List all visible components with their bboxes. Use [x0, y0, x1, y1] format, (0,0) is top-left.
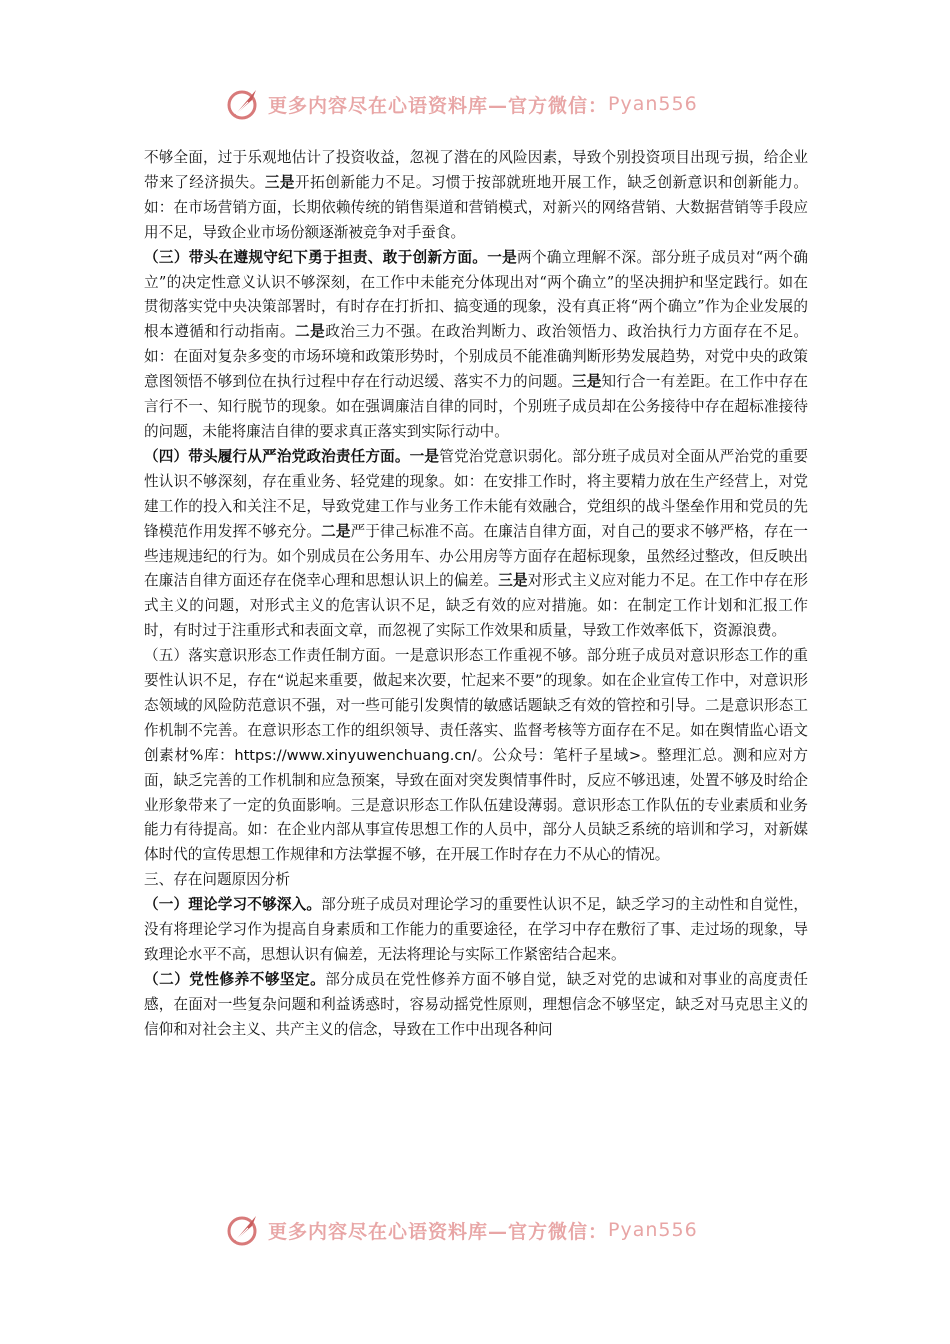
bold-text: （二）党性修养不够坚定。: [144, 970, 326, 988]
quill-logo-icon: [226, 86, 262, 122]
paragraph: [144, 868, 808, 893]
bold-text: （一）理论学习不够深入。: [144, 896, 322, 914]
watermark-wechat-id: Pyan556: [608, 93, 698, 115]
quill-logo-icon: [226, 1212, 262, 1248]
paragraph: [144, 445, 808, 644]
paragraph: [144, 246, 808, 445]
bold-text: 二是: [295, 323, 326, 341]
text-run: 不够全面，过于乐观地估计了投资收益，忽视了潜在的风险因素，导致个别投资项目出现亏损，给企业带来了经济损失。: [144, 149, 808, 191]
bold-text: （四）带头履行从严治党政治责任方面。: [144, 447, 410, 465]
paragraph: [144, 968, 808, 1043]
text-run: 开拓创新能力不足。习惯于按部就班地开展工作，缺乏创新意识和创新能力。如：在市场营销方面，长期依赖传统的销售渠道和营销模式，对新兴的网络营销、大数据营销等手段应用不足，导致企业市场份额逐渐被竞争对手蚕食。: [144, 173, 808, 241]
watermark-banner-top: [226, 84, 726, 124]
paragraph: [144, 893, 808, 968]
text-run: 管党治党意识弱化。部分班子成员对全面从严治党的重要性认识不够深刻，存在重业务、轻党建的现象。如：在安排工作时，将主要精力放在生产经营上，对党建工作的投入和关注不足，导致党建工作与业务工作未能有效融合，党组织的战斗堡垒作用和党员的先锋模范作用发挥不够充分。: [144, 447, 808, 540]
bold-text: 三是: [498, 572, 528, 590]
text-run: 知行合一有差距。在工作中存在言行不一、知行脱节的现象。如在强调廉洁自律的同时，个别班子成员却在公务接待中存在超标准接待的问题，未能将廉洁自律的要求真正落实到实际行动中。: [144, 373, 808, 440]
bold-text: 一是: [409, 447, 440, 465]
watermark-wechat-id: Pyan556: [608, 1219, 698, 1241]
paragraph: [144, 644, 808, 868]
bold-text: 二是: [321, 522, 351, 540]
bold-text: 三是: [572, 373, 602, 391]
watermark-text: 更多内容尽在心语资料库—官方微信：: [268, 1220, 609, 1243]
text-run: 两个确立理解不深。部分班子成员对“两个确立”的决定性意义认识不够深刻，在工作中未能充分体现出对“两个确立”的坚决拥护和坚定践行。如在贯彻落实党中央决策部署时，有时存在打折扣、搞变通的现象，没有真正将“两个确立”作为企业发展的根本遵循和行动指南。: [144, 248, 808, 341]
text-run: （五）落实意识形态工作责任制方面。一是意识形态工作重视不够。部分班子成员对意识形态工作的重要性认识不足，存在“说起来重要，做起来次要，忙起来不要”的现象。如在企业宣传工作中，对意识形态领域的风险防范意识不强，对一些可能引发舆情的敏感话题缺乏有效的管控和引导。二是意识形态工作机制不完善。在意识形态工作的组织领导、责任落实、监督考核等方面存在不足。如在舆情监心语文创素材%库：https://www.xinyuwenchuang.cn/。公众号：笔杆子星域>。整理汇总。测和应对方面，缺乏完善的工作机制和应急预案，导致在面对突发舆情事件时，反应不够迅速，处置不够及时给企业形象带来了一定的负面影响。三是意识形态工作队伍建设薄弱。意识形态工作队伍的专业素质和业务能力有待提高。如：在企业内部从事宣传思想工作的人员中，部分人员缺乏系统的培训和学习，对新媒体时代的宣传思想工作规律和方法掌握不够，在开展工作时存在力不从心的情况。: [144, 647, 808, 864]
text-run: 三、存在问题原因分析: [144, 871, 290, 889]
bold-text: 一是: [487, 248, 518, 266]
text-run: 部分成员在党性修养方面不够自觉，缺乏对党的忠诚和对事业的高度责任感，在面对一些复杂问题和利益诱惑时，容易动摇党性原则，理想信念不够坚定，缺乏对马克思主义的信仰和对社会主义、共产主义的信念，导致在工作中出现各种问: [144, 970, 808, 1038]
text-run: 严于律己标准不高。在廉洁自律方面，对自己的要求不够严格，存在一些违规违纪的行为。如个别成员在公务用车、办公用房等方面存在超标现象，虽然经过整改，但反映出在廉洁自律方面还存在侥幸心理和思想认识上的偏差。: [144, 522, 808, 590]
watermark-banner-bottom: [226, 1210, 726, 1250]
text-run: 对形式主义应对能力不足。在工作中存在形式主义的问题，对形式主义的危害认识不足，缺乏有效的应对措施。如：在制定工作计划和汇报工作时，有时过于注重形式和表面文章，而忽视了实际工作效果和质量，导致工作效率低下，资源浪费。: [144, 572, 808, 640]
text-run: 部分班子成员对理论学习的重要性认识不足，缺乏学习的主动性和自觉性，没有将理论学习作为提高自身素质和工作能力的重要途径，在学习中存在敷衍了事、走过场的现象，导致理论水平不高，思想认识有偏差，无法将理论与实际工作紧密结合起来。: [144, 896, 808, 963]
bold-text: （三）带头在遵规守纪下勇于担责、敢于创新方面。: [144, 248, 488, 266]
document-body: [144, 146, 808, 1043]
watermark-text: 更多内容尽在心语资料库—官方微信：: [268, 94, 609, 117]
bold-text: 三是: [264, 173, 296, 191]
paragraph: [144, 146, 808, 246]
text-run: 政治三力不强。在政治判断力、政治领悟力、政治执行力方面存在不足。如：在面对复杂多变的市场环境和政策形势时，个别成员不能准确判断形势发展趋势，对党中央的政策意图领悟不够到位在执行过程中存在行动迟缓、落实不力的问题。: [144, 323, 808, 391]
